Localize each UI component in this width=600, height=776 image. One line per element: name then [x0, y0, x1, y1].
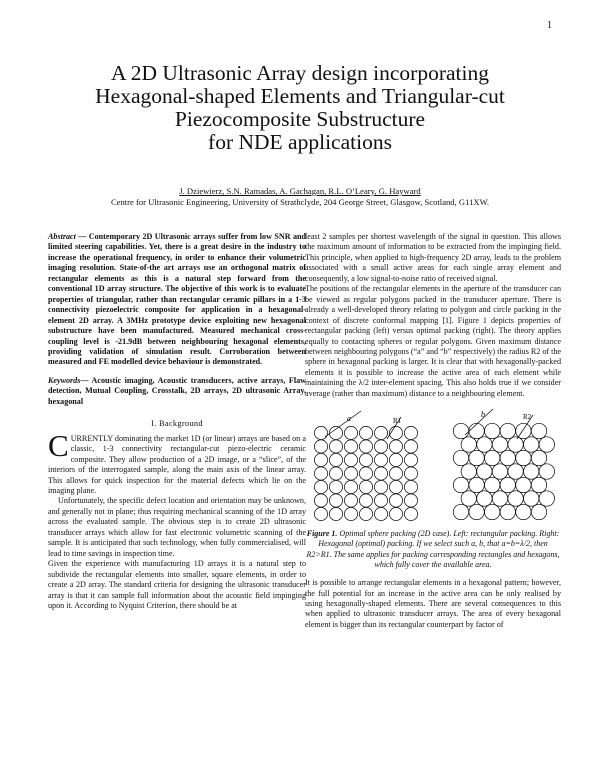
packing-circle: [344, 467, 357, 480]
abstract-label: Abstract: [48, 232, 76, 241]
packing-circle: [508, 491, 523, 506]
packing-circle: [359, 508, 372, 521]
packing-circle: [453, 478, 468, 493]
label-a: a: [347, 414, 351, 424]
packing-circle: [485, 424, 500, 439]
packing-circle: [524, 464, 539, 479]
packing-circle: [389, 454, 402, 467]
packing-circle: [329, 508, 342, 521]
packing-circle: [314, 454, 327, 467]
packing-circle: [516, 505, 531, 520]
packing-circle: [500, 505, 515, 520]
packing-circle: [531, 424, 546, 439]
dimension-line-a: [325, 411, 361, 437]
packing-circle: [344, 440, 357, 453]
packing-circle: [389, 440, 402, 453]
hexagonal-packing: [453, 424, 554, 520]
packing-circle: [389, 467, 402, 480]
keywords-label: Keywords: [48, 375, 81, 385]
packing-circle: [469, 424, 484, 439]
keywords: [48, 376, 306, 407]
packing-circle: [359, 440, 372, 453]
packing-circle: [500, 478, 515, 493]
title-line: Piezocomposite Substructure: [174, 107, 426, 131]
packing-circle: [516, 451, 531, 466]
packing-circle: [531, 451, 546, 466]
packing-circle: [329, 467, 342, 480]
packing-circle: [404, 494, 417, 507]
dimension-line-b: [465, 409, 493, 435]
packing-circle: [539, 437, 554, 452]
packing-circle: [477, 464, 492, 479]
packing-circle: [374, 494, 387, 507]
packing-circle: [461, 437, 476, 452]
packing-circle: [539, 464, 554, 479]
packing-circle: [314, 467, 327, 480]
packing-circle: [329, 440, 342, 453]
packing-circle: [359, 427, 372, 440]
abstract-text: — Contemporary 2D Ultrasonic arrays suffer from low SNR and limited steering capabilities. Yet, there is a great desire in the industry to increase the operational frequency, in order to enhance their volumetric imaging resolution. State-of-the art arrays use an orthogonal matrix of rectangular elements as this is a natural step forward from the conventional 1D array structure. The objective of this work is to evaluate properties of triangular, rather than rectangular ceramic pillars in a 1-3 connectivity piezoelectric composite for application in a hexagonal-element 2D array. A 3MHz prototype device exploiting new hexagonal substructure have been manufactured. Measured mechanical cross-coupling level is -21.9dB between neighbouring hexagonal elements, providing validation of simulation result. Corroboration between measured and FE modelled device behaviour is demonstrated.: [48, 232, 306, 367]
body-paragraph: It is possible to arrange rectangular elements in a hexagonal pattern; however, the full potential for an increase in the active area can be only realised by using hexagonally-shaped elements. There are several consequences to this when applied to ultrasonic transducer arrays. The area of every hexagonal element is bigger than its rectangular counterpart by factor of: [305, 578, 561, 629]
packing-circle: [461, 491, 476, 506]
section-heading: I. Background: [151, 419, 203, 429]
packing-circle: [516, 478, 531, 493]
packing-circle: [344, 494, 357, 507]
packing-circle: [469, 451, 484, 466]
packing-circle: [485, 478, 500, 493]
paper-title: [40, 62, 560, 154]
packing-circle: [344, 481, 357, 494]
label-b: b: [481, 410, 485, 420]
drop-cap: C: [48, 427, 69, 463]
packing-circle: [314, 494, 327, 507]
body-paragraph: least 2 samples per shortest wavelength of the signal in question. This allows the maximum amount of information to be extracted from the impinging field. This principle, when applied to high-frequency 2D array, leads to the problem associated with a small active areas for each single array element and consequently, a low signal-to-noise ratio of received signal.: [305, 232, 561, 283]
packing-circle: [516, 424, 531, 439]
packing-circle: [531, 505, 546, 520]
packing-circle: [485, 505, 500, 520]
packing-circle: [359, 481, 372, 494]
packing-circle: [539, 491, 554, 506]
packing-circle: [531, 478, 546, 493]
paragraph-text: URRENTLY dominating the market 1D (or linear) arrays are based on a classic, 1-3 connectivity rectangular-cut piezo-electric ceramic composite. They allow production of a 2D image, or a “slice”, of the interiors of the interrogated sample, along the main axis of the linear array. This allows for quick inspection for the material defects which lie on the imaging plane.: [48, 433, 306, 495]
packing-circle: [374, 454, 387, 467]
packing-circle: [314, 427, 327, 440]
packing-circle: [477, 437, 492, 452]
packing-circle: [374, 481, 387, 494]
packing-circle: [404, 481, 417, 494]
packing-circle: [314, 481, 327, 494]
packing-circle: [329, 481, 342, 494]
author-names: J. Dziewierz, S.N. Ramadas, A. Gachagan, R.L. O’Leary, G. Hayward: [179, 186, 421, 196]
packing-circle: [492, 437, 507, 452]
body-paragraph: Unfortunately, the specific defect location and orientation may be unknown, and generally not in plane; thus requiring mechanical scanning of the 1D array across the evaluated sample. The obvious step is to create 2D ultrasonic transducer arrays which allow for fast electronic volumetric scanning of the sample. It is anticipated that such technology, when fully commercialised, will lead to time savings in inspection time.: [48, 496, 306, 558]
packing-circle: [492, 491, 507, 506]
left-column: [48, 232, 306, 611]
title-line: A 2D Ultrasonic Array design incorporating: [111, 61, 489, 85]
packing-circle: [389, 494, 402, 507]
packing-circle: [461, 464, 476, 479]
body-paragraph: Given the experience with manufacturing 1D arrays it is a natural step to subdivide the rectangular elements into smaller, square elements, in order to create a 2D array. The standard criteria for designing the ultrasonic transducer array is that it can sample full information about the acoustic field impinging upon it. According to Nyquist Criterion, there should be at: [48, 559, 306, 610]
packing-circle: [389, 481, 402, 494]
packing-circle: [500, 424, 515, 439]
author-block: [40, 186, 560, 208]
packing-circle: [344, 508, 357, 521]
packing-circle: [329, 427, 342, 440]
packing-circle: [374, 508, 387, 521]
packing-circle: [374, 427, 387, 440]
packing-circle: [500, 451, 515, 466]
packing-circle: [344, 454, 357, 467]
page-number: 1: [547, 20, 552, 31]
keywords-text: — Acoustic imaging, Acoustic transducers, active arrays, Flaw detection, Mutual Coupling, Crosstalk, 2D arrays, 2D ultrasonic Array, hexagonal: [48, 375, 306, 406]
packing-circle: [469, 478, 484, 493]
packing-circle: [314, 508, 327, 521]
packing-circle: [453, 451, 468, 466]
packing-circle: [508, 464, 523, 479]
right-column: [305, 232, 561, 630]
rectangular-packing: [314, 427, 417, 521]
packing-circle: [329, 454, 342, 467]
label-r1: R1: [393, 417, 402, 426]
packing-circle: [359, 454, 372, 467]
label-r2: R2: [523, 413, 532, 422]
packing-circle: [314, 440, 327, 453]
body-paragraph: The positions of the rectangular elements in the aperture of the transducer can be viewed as regular polygons packed in the transducer aperture. There is already a well-developed theory relating to polygon and circle packing in the context of discrete conformal mapping [1]. Figure 1 depicts properties of rectangular packing (left) versus optimal packing (right). The theory applies equally to contacting spheres or regular polygons. Given maximum distance between neighbouring polygons (“a” and “b” respectively) the radius R2 of the sphere in hexagonal packing is larger. It is clear that with hexagonally-packed elements it is possible to increase the active area of each element while maintaining the λ/2 inter-element spacing. This also holds true if we consider average (rather than maximum) distance to a neighbouring element.: [305, 284, 561, 398]
packing-circle: [389, 427, 402, 440]
packing-circle: [329, 494, 342, 507]
packing-circle: [469, 505, 484, 520]
packing-circle: [404, 427, 417, 440]
packing-circle: [344, 427, 357, 440]
packing-circle: [404, 467, 417, 480]
packing-circle: [508, 437, 523, 452]
packing-circle: [492, 464, 507, 479]
packing-circle: [359, 467, 372, 480]
packing-circle: [374, 467, 387, 480]
packing-diagram: [305, 405, 561, 525]
packing-circle: [374, 440, 387, 453]
packing-circle: [404, 508, 417, 521]
packing-circle: [524, 491, 539, 506]
packing-circle: [485, 451, 500, 466]
affiliation: Centre for Ultrasonic Engineering, University of Strathclyde, 204 George Street, Glasgow, Scotland, G11XW.: [110, 197, 490, 207]
figure-caption: [305, 529, 561, 570]
figure-1: [305, 405, 561, 525]
packing-circle: [477, 491, 492, 506]
caption-label: Figure 1.: [306, 529, 338, 539]
packing-circle: [404, 440, 417, 453]
packing-circle: [359, 494, 372, 507]
packing-circle: [389, 508, 402, 521]
packing-circle: [524, 437, 539, 452]
body-paragraph: [48, 427, 306, 497]
caption-text: Optimal sphere packing (2D case). Left: rectangular packing. Right: Hexagonal (optimal) packing. If we select such a, b, that a=b=λ/2, then R2>R1. The same applies for packing corresponding rectangles and hexagons, which fully cover the available area.: [306, 529, 560, 569]
packing-circle: [453, 505, 468, 520]
abstract: [48, 232, 306, 368]
packing-circle: [404, 454, 417, 467]
title-line: Hexagonal-shaped Elements and Triangular-cut: [95, 84, 505, 108]
title-line: for NDE applications: [208, 130, 392, 154]
packing-circle: [453, 424, 468, 439]
